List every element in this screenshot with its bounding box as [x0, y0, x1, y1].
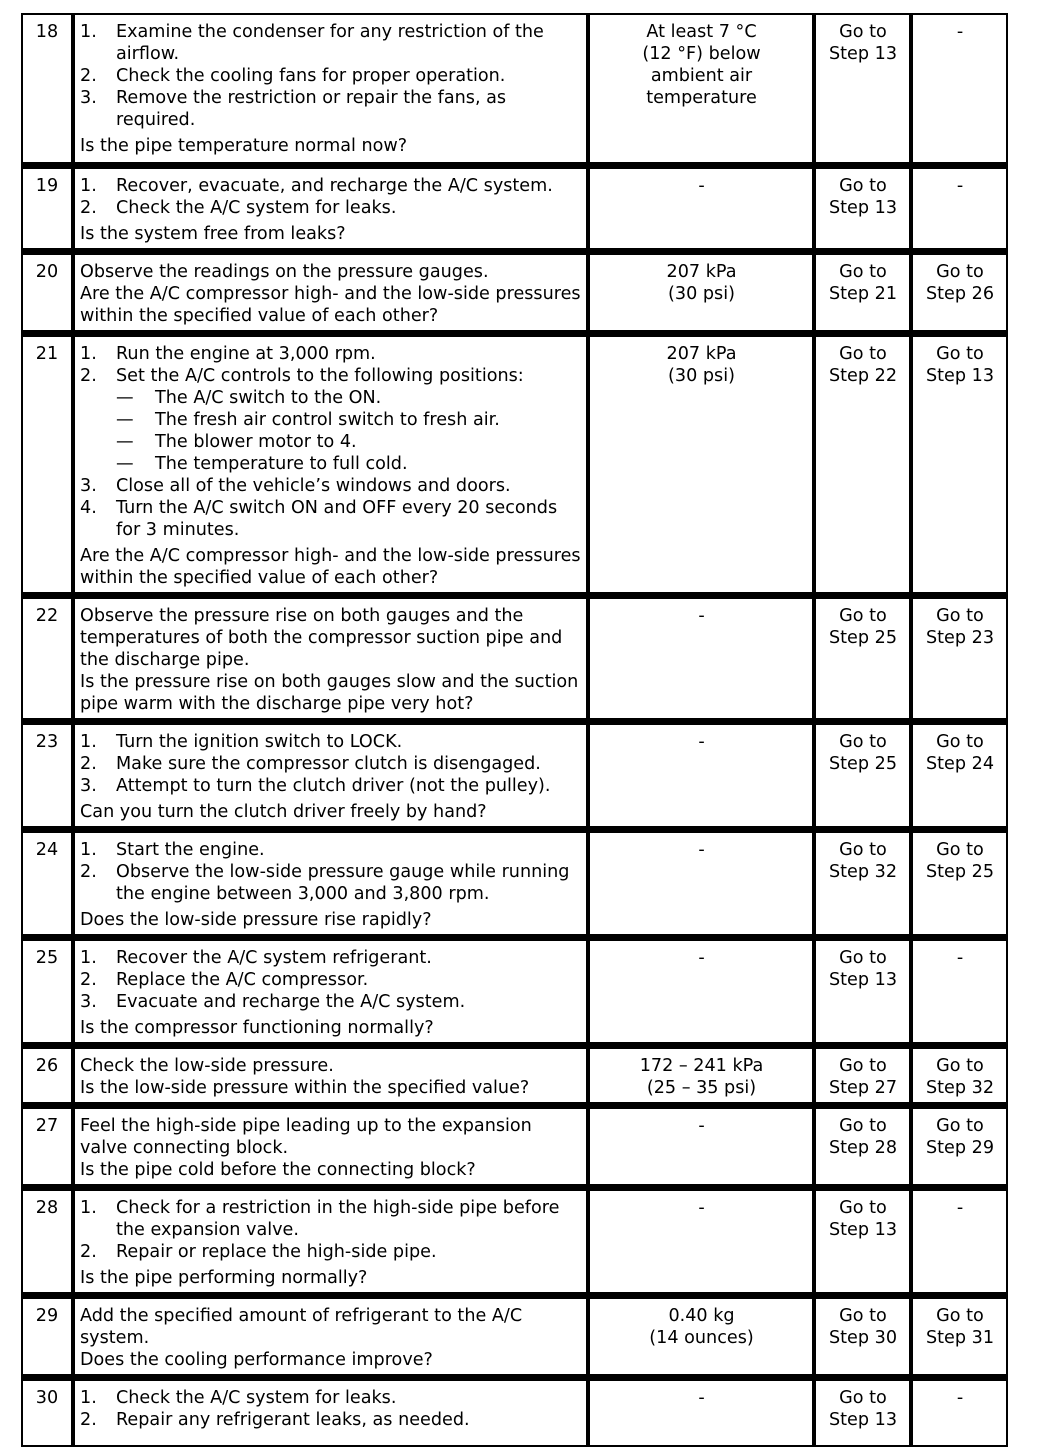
- no-result-line: Step 29: [925, 1138, 995, 1158]
- table-row: [21, 1294, 1008, 1376]
- list-text: The A/C switch to the ON.: [155, 388, 382, 408]
- specified-value-line: (30 psi): [668, 284, 735, 304]
- table-row: [21, 250, 1008, 332]
- table-row: [21, 164, 1008, 250]
- list-marker: 1.: [80, 1198, 97, 1218]
- yes-result-line: Step 13: [828, 1220, 898, 1240]
- step-number: 30: [35, 1388, 59, 1408]
- yes-result-cell: [814, 1294, 911, 1376]
- specified-value-line: 172 – 241 kPa: [639, 1056, 764, 1076]
- yes-result-line: Step 13: [828, 1410, 898, 1430]
- specified-value-line: -: [698, 732, 705, 752]
- list-marker: 2.: [80, 66, 97, 86]
- no-result-line: Step 13: [925, 366, 995, 386]
- list-text: Check the A/C system for leaks.: [116, 198, 397, 218]
- yes-result-cell: [814, 720, 911, 828]
- list-marker: 1.: [80, 732, 97, 752]
- no-result-cell: [911, 828, 1008, 936]
- specified-value-cell: [588, 164, 814, 250]
- list-marker: 1.: [80, 22, 97, 42]
- action-cell: [73, 936, 588, 1044]
- list-marker: 1.: [80, 344, 97, 364]
- list-text: Check the A/C system for leaks.: [116, 1388, 397, 1408]
- action-text: Is the pipe cold before the connecting block?: [80, 1160, 476, 1180]
- list-item: [80, 1197, 582, 1241]
- specified-value-cell: [588, 250, 814, 332]
- yes-result-cell: [814, 250, 911, 332]
- list-text: Examine the condenser for any restriction of the airflow.: [116, 22, 544, 64]
- list-text: Evacuate and recharge the A/C system.: [116, 992, 466, 1012]
- list-marker: 2.: [80, 754, 97, 774]
- list-text: Check for a restriction in the high-side pipe before the expansion valve.: [116, 1198, 560, 1240]
- action-cell: [73, 13, 588, 164]
- no-result-line: Go to: [936, 732, 984, 752]
- list-marker: —: [116, 410, 134, 430]
- yes-result-line: Step 32: [828, 862, 898, 882]
- action-text: Check the low-side pressure.: [80, 1056, 334, 1076]
- action-cell: [73, 250, 588, 332]
- no-result-line: -: [956, 948, 964, 968]
- action-cell: [73, 332, 588, 594]
- no-result-cell: [911, 1376, 1008, 1447]
- list-marker: 1.: [80, 840, 97, 860]
- table-row: [21, 1186, 1008, 1294]
- action-text: Observe the readings on the pressure gauges.: [80, 262, 489, 282]
- sub-list-item: [80, 453, 582, 475]
- step-number: 25: [35, 948, 59, 968]
- table-row: [21, 594, 1008, 720]
- no-result-cell: [911, 13, 1008, 164]
- list-item: [80, 65, 582, 87]
- no-result-cell: [911, 250, 1008, 332]
- list-item: [80, 475, 582, 497]
- action-cell: [73, 1294, 588, 1376]
- list-item: [80, 175, 582, 197]
- no-result-line: Step 23: [925, 628, 995, 648]
- list-item: [80, 947, 582, 969]
- list-text: Run the engine at 3,000 rpm.: [116, 344, 376, 364]
- yes-result-line: Go to: [839, 1116, 887, 1136]
- step-number: 24: [35, 840, 59, 860]
- step-number-cell: [21, 250, 73, 332]
- no-result-line: Go to: [936, 1306, 984, 1326]
- list-marker: 2.: [80, 366, 97, 386]
- yes-result-line: Step 13: [828, 44, 898, 64]
- step-number: 29: [35, 1306, 59, 1326]
- no-result-line: -: [956, 1388, 964, 1408]
- specified-value-cell: [588, 720, 814, 828]
- result-question: Does the low-side pressure rise rapidly?: [80, 910, 432, 930]
- step-number-cell: [21, 720, 73, 828]
- no-result-cell: [911, 164, 1008, 250]
- list-marker: —: [116, 454, 134, 474]
- step-number-cell: [21, 164, 73, 250]
- no-result-line: -: [956, 176, 964, 196]
- action-cell: [73, 164, 588, 250]
- specified-value-line: (12 °F) below: [642, 44, 761, 64]
- no-result-cell: [911, 1294, 1008, 1376]
- diagnostic-table: [21, 13, 1008, 1447]
- list-item: [80, 861, 582, 905]
- yes-result-cell: [814, 936, 911, 1044]
- specified-value-cell: [588, 828, 814, 936]
- list-marker: 2.: [80, 970, 97, 990]
- action-text: Feel the high-side pipe leading up to the expansion valve connecting block.: [80, 1116, 532, 1158]
- list-marker: 1.: [80, 1388, 97, 1408]
- action-text: Is the pressure rise on both gauges slow and the suction pipe warm with the discharge pipe very hot?: [80, 672, 579, 714]
- no-result-line: Step 25: [925, 862, 995, 882]
- yes-result-cell: [814, 1186, 911, 1294]
- list-marker: 3.: [80, 992, 97, 1012]
- yes-result-line: Go to: [839, 1388, 887, 1408]
- yes-result-cell: [814, 13, 911, 164]
- no-result-line: -: [956, 1198, 964, 1218]
- specified-value-line: temperature: [646, 88, 757, 108]
- step-number-cell: [21, 1376, 73, 1447]
- action-cell: [73, 1104, 588, 1186]
- yes-result-line: Step 25: [828, 754, 898, 774]
- table-row: [21, 720, 1008, 828]
- step-number-cell: [21, 1186, 73, 1294]
- list-item: [80, 753, 582, 775]
- list-item: [80, 87, 582, 131]
- step-number-cell: [21, 332, 73, 594]
- yes-result-line: Go to: [839, 606, 887, 626]
- list-text: Recover the A/C system refrigerant.: [116, 948, 432, 968]
- action-cell: [73, 720, 588, 828]
- no-result-line: Step 24: [925, 754, 995, 774]
- list-marker: 3.: [80, 776, 97, 796]
- list-item: [80, 1241, 582, 1263]
- list-text: Close all of the vehicle’s windows and doors.: [116, 476, 511, 496]
- list-item: [80, 775, 582, 797]
- list-text: Turn the A/C switch ON and OFF every 20 seconds for 3 minutes.: [116, 498, 558, 540]
- yes-result-line: Step 13: [828, 970, 898, 990]
- list-item: [80, 365, 582, 387]
- specified-value-line: -: [698, 840, 705, 860]
- yes-result-line: Go to: [839, 22, 887, 42]
- list-item: [80, 731, 582, 753]
- specified-value-line: -: [698, 606, 705, 626]
- yes-result-line: Step 27: [828, 1078, 898, 1098]
- result-question: Is the pipe performing normally?: [80, 1268, 368, 1288]
- yes-result-cell: [814, 164, 911, 250]
- result-question: Are the A/C compressor high- and the low-side pressures within the specified value of each other?: [80, 546, 581, 588]
- no-result-line: Step 32: [925, 1078, 995, 1098]
- specified-value-line: -: [698, 1116, 705, 1136]
- list-marker: —: [116, 432, 134, 452]
- specified-value-cell: [588, 332, 814, 594]
- yes-result-line: Step 25: [828, 628, 898, 648]
- table-row: [21, 936, 1008, 1044]
- yes-result-cell: [814, 1104, 911, 1186]
- step-number: 27: [35, 1116, 59, 1136]
- table-row: [21, 1044, 1008, 1104]
- no-result-line: Go to: [936, 1056, 984, 1076]
- specified-value-cell: [588, 1294, 814, 1376]
- step-number: 19: [35, 176, 59, 196]
- table-row: [21, 13, 1008, 164]
- list-text: Observe the low-side pressure gauge while running the engine between 3,000 and 3,800 rpm.: [116, 862, 570, 904]
- yes-result-cell: [814, 1044, 911, 1104]
- step-number: 21: [35, 344, 59, 364]
- specified-value-line: (30 psi): [668, 366, 735, 386]
- specified-value-line: 0.40 kg: [668, 1306, 735, 1326]
- step-number-cell: [21, 1044, 73, 1104]
- no-result-line: Go to: [936, 344, 984, 364]
- yes-result-line: Go to: [839, 1306, 887, 1326]
- step-number-cell: [21, 13, 73, 164]
- action-cell: [73, 1044, 588, 1104]
- list-text: Repair or replace the high-side pipe.: [116, 1242, 437, 1262]
- yes-result-line: Go to: [839, 948, 887, 968]
- step-number: 28: [35, 1198, 59, 1218]
- sub-list-item: [80, 409, 582, 431]
- no-result-cell: [911, 936, 1008, 1044]
- step-number-cell: [21, 1104, 73, 1186]
- list-marker: 2.: [80, 862, 97, 882]
- list-text: Recover, evacuate, and recharge the A/C system.: [116, 176, 553, 196]
- list-item: [80, 1409, 582, 1431]
- result-question: Is the compressor functioning normally?: [80, 1018, 434, 1038]
- action-text: Observe the pressure rise on both gauges and the temperatures of both the compressor suction pipe and the discharge pipe.: [80, 606, 563, 670]
- list-marker: 1.: [80, 948, 97, 968]
- yes-result-cell: [814, 594, 911, 720]
- step-number: 23: [35, 732, 59, 752]
- specified-value-line: (14 ounces): [649, 1328, 754, 1348]
- yes-result-line: Step 13: [828, 198, 898, 218]
- list-item: [80, 991, 582, 1013]
- result-question: Can you turn the clutch driver freely by hand?: [80, 802, 487, 822]
- list-text: The temperature to full cold.: [155, 454, 408, 474]
- no-result-line: Go to: [936, 840, 984, 860]
- step-number-cell: [21, 936, 73, 1044]
- sub-list-item: [80, 387, 582, 409]
- specified-value-line: ambient air: [650, 66, 753, 86]
- step-number-cell: [21, 594, 73, 720]
- specified-value-line: (25 – 35 psi): [646, 1078, 757, 1098]
- list-marker: 2.: [80, 198, 97, 218]
- specified-value-cell: [588, 936, 814, 1044]
- list-marker: 3.: [80, 88, 97, 108]
- yes-result-cell: [814, 828, 911, 936]
- list-item: [80, 343, 582, 365]
- step-number-cell: [21, 1294, 73, 1376]
- yes-result-line: Go to: [839, 344, 887, 364]
- yes-result-line: Go to: [839, 176, 887, 196]
- specified-value-line: At least 7 °C: [646, 22, 757, 42]
- list-item: [80, 497, 582, 541]
- list-text: Turn the ignition switch to LOCK.: [116, 732, 403, 752]
- action-text: Is the low-side pressure within the specified value?: [80, 1078, 530, 1098]
- yes-result-line: Go to: [839, 732, 887, 752]
- list-item: [80, 197, 582, 219]
- no-result-line: Step 26: [925, 284, 995, 304]
- list-text: Make sure the compressor clutch is disengaged.: [116, 754, 541, 774]
- list-text: Replace the A/C compressor.: [116, 970, 369, 990]
- table-row: [21, 1376, 1008, 1447]
- no-result-cell: [911, 594, 1008, 720]
- list-text: The blower motor to 4.: [155, 432, 357, 452]
- action-cell: [73, 1186, 588, 1294]
- list-marker: 2.: [80, 1242, 97, 1262]
- specified-value-cell: [588, 1044, 814, 1104]
- specified-value-line: 207 kPa: [666, 262, 737, 282]
- specified-value-cell: [588, 1376, 814, 1447]
- no-result-cell: [911, 1186, 1008, 1294]
- specified-value-line: -: [698, 176, 705, 196]
- list-marker: 3.: [80, 476, 97, 496]
- step-number-cell: [21, 828, 73, 936]
- list-marker: 1.: [80, 176, 97, 196]
- step-number: 22: [35, 606, 59, 626]
- step-number: 26: [35, 1056, 59, 1076]
- yes-result-line: Step 30: [828, 1328, 898, 1348]
- yes-result-line: Step 22: [828, 366, 898, 386]
- yes-result-cell: [814, 1376, 911, 1447]
- action-cell: [73, 594, 588, 720]
- no-result-cell: [911, 332, 1008, 594]
- specified-value-cell: [588, 1186, 814, 1294]
- list-item: [80, 1387, 582, 1409]
- list-text: Set the A/C controls to the following positions:: [116, 366, 524, 386]
- specified-value-cell: [588, 1104, 814, 1186]
- table-row: [21, 332, 1008, 594]
- no-result-line: Go to: [936, 606, 984, 626]
- action-text: Add the specified amount of refrigerant to the A/C system.: [80, 1306, 523, 1348]
- yes-result-line: Go to: [839, 1198, 887, 1218]
- action-text: Does the cooling performance improve?: [80, 1350, 433, 1370]
- specified-value-line: -: [698, 1198, 705, 1218]
- yes-result-line: Go to: [839, 840, 887, 860]
- no-result-line: Step 31: [925, 1328, 995, 1348]
- list-text: The fresh air control switch to fresh air.: [155, 410, 500, 430]
- yes-result-line: Go to: [839, 262, 887, 282]
- no-result-cell: [911, 1044, 1008, 1104]
- no-result-line: -: [956, 22, 964, 42]
- result-question: Is the pipe temperature normal now?: [80, 136, 408, 156]
- list-text: Repair any refrigerant leaks, as needed.: [116, 1410, 470, 1430]
- result-question: Is the system free from leaks?: [80, 224, 346, 244]
- specified-value-line: 207 kPa: [666, 344, 737, 364]
- step-number: 18: [35, 22, 59, 42]
- list-text: Remove the restriction or repair the fans, as required.: [116, 88, 507, 130]
- step-number: 20: [35, 262, 59, 282]
- yes-result-line: Go to: [839, 1056, 887, 1076]
- action-cell: [73, 828, 588, 936]
- list-item: [80, 839, 582, 861]
- table-row: [21, 1104, 1008, 1186]
- list-marker: 2.: [80, 1410, 97, 1430]
- list-item: [80, 969, 582, 991]
- specified-value-line: -: [698, 1388, 705, 1408]
- no-result-cell: [911, 720, 1008, 828]
- sub-list-item: [80, 431, 582, 453]
- specified-value-line: -: [698, 948, 705, 968]
- no-result-line: Go to: [936, 262, 984, 282]
- list-marker: 4.: [80, 498, 97, 518]
- table-row: [21, 828, 1008, 936]
- yes-result-cell: [814, 332, 911, 594]
- specified-value-cell: [588, 594, 814, 720]
- specified-value-cell: [588, 13, 814, 164]
- no-result-cell: [911, 1104, 1008, 1186]
- list-text: Check the cooling fans for proper operation.: [116, 66, 506, 86]
- list-item: [80, 21, 582, 65]
- list-marker: —: [116, 388, 134, 408]
- action-cell: [73, 1376, 588, 1447]
- yes-result-line: Step 28: [828, 1138, 898, 1158]
- no-result-line: Go to: [936, 1116, 984, 1136]
- list-text: Start the engine.: [116, 840, 265, 860]
- list-text: Attempt to turn the clutch driver (not the pulley).: [116, 776, 551, 796]
- action-text: Are the A/C compressor high- and the low-side pressures within the specified value of each other?: [80, 284, 581, 326]
- yes-result-line: Step 21: [828, 284, 898, 304]
